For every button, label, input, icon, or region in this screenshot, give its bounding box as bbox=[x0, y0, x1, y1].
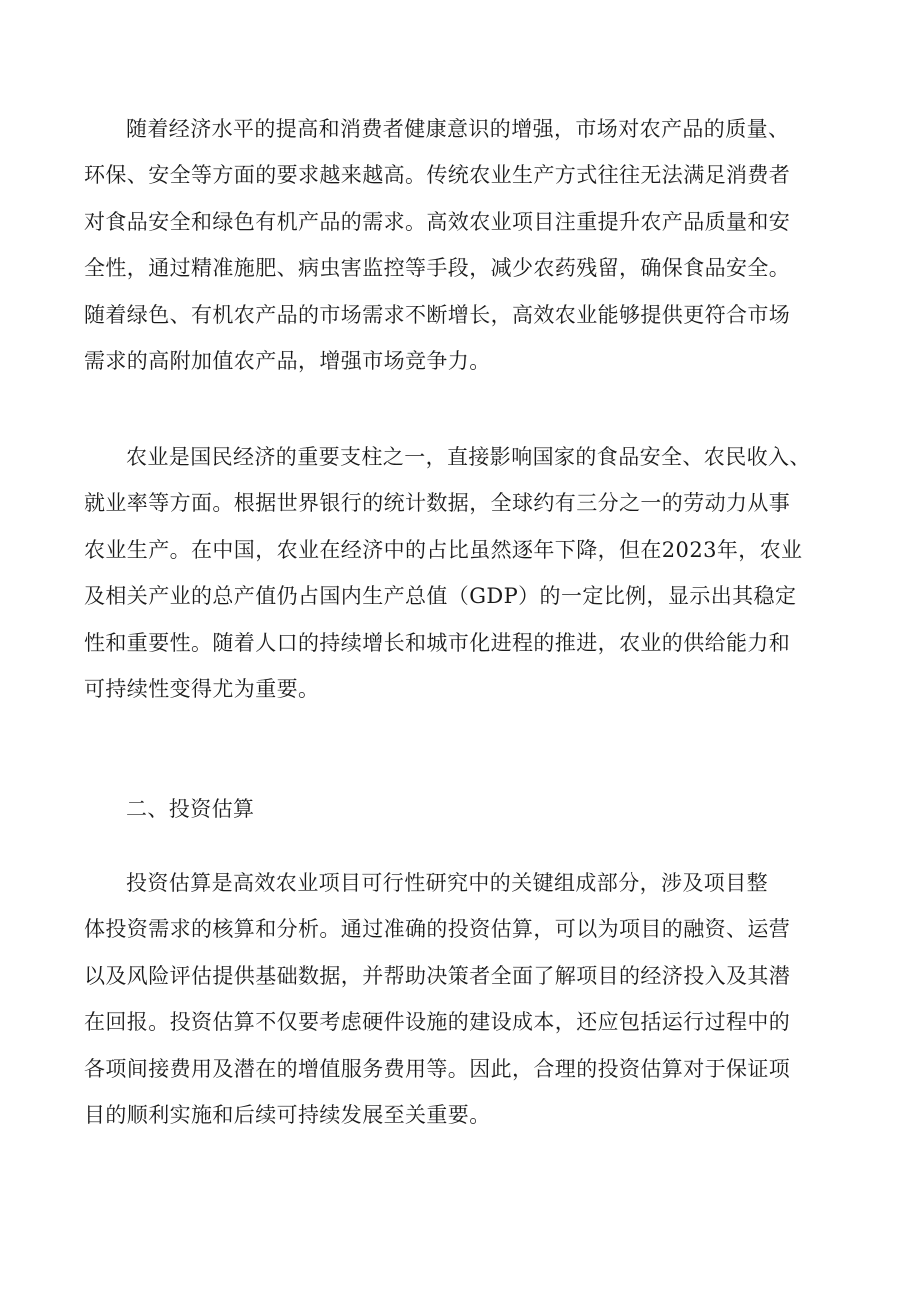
paragraph-line: 各项间接费用及潜在的增值服务费用等。因此，合理的投资估算对于保证项 bbox=[84, 1056, 791, 1081]
paragraph-line: 农业生产。在中国，农业在经济中的占比虽然逐年下降，但在2023年，农业 bbox=[84, 537, 803, 562]
paragraph-investment-estimate bbox=[84, 860, 840, 1138]
paragraph-line: 在回报。投资估算不仅要考虑硬件设施的建设成本，还应包括运行过程中的 bbox=[84, 1010, 791, 1035]
paragraph-line: 体投资需求的核算和分析。通过准确的投资估算，可以为项目的融资、运营 bbox=[84, 917, 791, 942]
paragraph-line: 可持续性变得尤为重要。 bbox=[84, 676, 320, 701]
paragraph-line: 需求的高附加值农产品，增强市场竞争力。 bbox=[84, 348, 491, 373]
section-heading bbox=[84, 786, 840, 832]
paragraph-line: 性和重要性。随着人口的持续增长和城市化进程的推进，农业的供给能力和 bbox=[84, 630, 791, 655]
paragraph-line: 投资估算是高效农业项目可行性研究中的关键组成部分，涉及项目整 bbox=[126, 871, 768, 895]
paragraph-line: 全性，通过精准施肥、病虫害监控等手段，减少农药残留，确保食品安全。 bbox=[84, 256, 791, 281]
paragraph-line: 随着绿色、有机农产品的市场需求不断增长，高效农业能够提供更符合市场 bbox=[84, 302, 791, 327]
paragraph-line: 环保、安全等方面的要求越来越高。传统农业生产方式往往无法满足消费者 bbox=[84, 163, 791, 188]
paragraph-agriculture-importance bbox=[84, 434, 840, 712]
paragraph-line: 以及风险评估提供基础数据，并帮助决策者全面了解项目的经济投入及其潜 bbox=[84, 963, 791, 988]
paragraph-line: 及相关产业的总产值仍占国内生产总值（GDP）的一定比例，显示出其稳定 bbox=[84, 584, 797, 609]
paragraph-line: 对食品安全和绿色有机产品的需求。高效农业项目注重提升农产品质量和安 bbox=[84, 209, 791, 234]
section-heading-text: 二、投资估算 bbox=[126, 797, 255, 821]
paragraph-line: 农业是国民经济的重要支柱之一，直接影响国家的食品安全、农民收入、 bbox=[126, 445, 811, 469]
paragraph-line: 就业率等方面。根据世界银行的统计数据，全球约有三分之一的劳动力从事 bbox=[84, 491, 791, 516]
paragraph-line: 随着经济水平的提高和消费者健康意识的增强，市场对农产品的质量、 bbox=[126, 117, 790, 141]
paragraph-market-demand bbox=[84, 106, 840, 384]
paragraph-line: 目的顺利实施和后续可持续发展至关重要。 bbox=[84, 1102, 491, 1127]
